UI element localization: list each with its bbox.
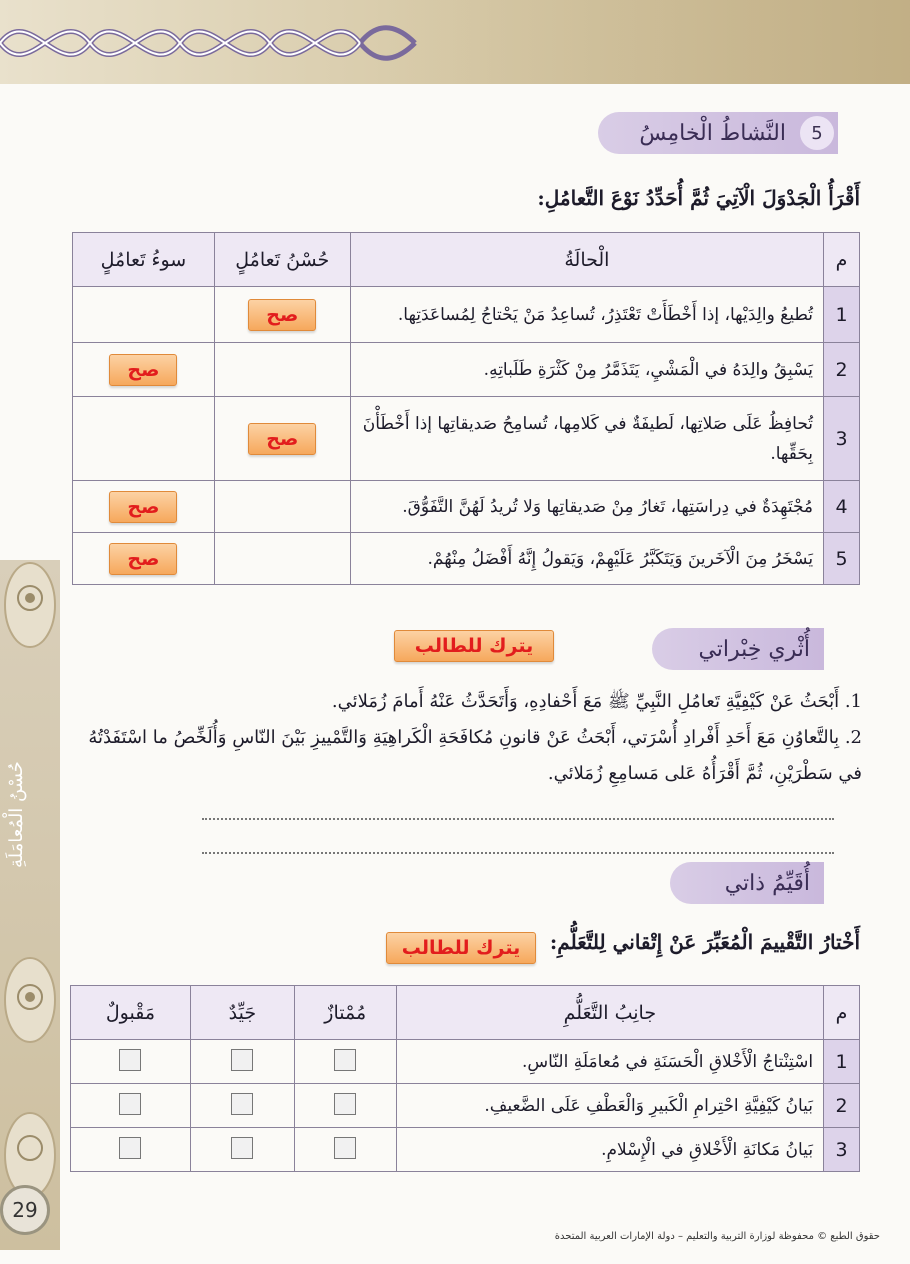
self-assess-title-pill <box>670 862 824 904</box>
checkbox-good[interactable] <box>231 1049 253 1071</box>
header-index: م <box>824 233 860 287</box>
header-acceptable: مَقْبولٌ <box>71 986 191 1040</box>
answer-badge: صح <box>248 423 316 455</box>
header-excellent: مُمْتازٌ <box>294 986 396 1040</box>
header-good: حُسْنُ تَعامُلٍ <box>214 233 350 287</box>
student-note-badge: يترك للطالب <box>394 630 554 662</box>
table-row: 1 اسْتِنْتاجُ الْأَخْلاقِ الْحَسَنَةِ في مُعامَلَةِ النّاسِ. <box>71 1040 860 1084</box>
table-row: 5 يَسْخَرُ مِنَ الْآخَرينَ وَيَتَكَبَّرُ عَلَيْهِمْ، وَيَقولُ إِنَّهُ أَفْضَلُ مِنْهُمْ. صح <box>73 533 860 585</box>
bad-cell <box>73 287 215 343</box>
good-cell <box>214 287 350 343</box>
medallion-top-icon <box>3 560 57 650</box>
answer-badge: صح <box>248 299 316 331</box>
checkbox-acceptable[interactable] <box>119 1137 141 1159</box>
checkbox-excellent[interactable] <box>334 1093 356 1115</box>
bad-cell <box>73 533 215 585</box>
aspect-text: اسْتِنْتاجُ الْأَخْلاقِ الْحَسَنَةِ في مُعامَلَةِ النّاسِ. <box>396 1040 823 1084</box>
activity-title-pill <box>598 112 838 154</box>
header-good: جَيِّدٌ <box>190 986 294 1040</box>
unit-title: حُسْنُ الْمُعامَلَةِ <box>6 761 27 869</box>
bad-cell <box>73 481 215 533</box>
copyright-footer: حقوق الطبع © محفوظة لوزارة التربية والتعليم – دولة الإمارات العربية المتحدة <box>554 1231 880 1242</box>
enrich-title: أُثْري خِبْراتي <box>698 636 810 662</box>
page-number: 29 <box>0 1185 50 1235</box>
answer-line[interactable] <box>202 852 834 854</box>
activity-title: النَّشاطُ الْخامِسُ <box>639 120 786 146</box>
situation-text: يَسْبِقُ والِدَهُ في الْمَشْيِ، يَتَذَمَّرُ مِنْ كَثْرَةِ طَلَباتِهِ. <box>350 343 823 397</box>
header-shade <box>380 0 910 84</box>
answer-line[interactable] <box>202 818 834 820</box>
enrich-title-pill <box>652 628 824 670</box>
header-index: م <box>824 986 860 1040</box>
header-aspect: جانِبُ التَّعَلُّمِ <box>396 986 823 1040</box>
checkbox-good[interactable] <box>231 1137 253 1159</box>
situation-text: تُطيعُ والِدَيْها، إذا أَخْطَأَتْ تَعْتَذِرُ، تُساعِدُ مَنْ يَحْتاجُ لِمُساعَدَتِها. <box>350 287 823 343</box>
aspect-text: بَيانُ مَكانَةِ الْأَخْلاقِ في الْإِسْلامِ. <box>396 1128 823 1172</box>
situation-text: يَسْخَرُ مِنَ الْآخَرينَ وَيَتَكَبَّرُ عَلَيْهِمْ، وَيَقولُ إِنَّهُ أَفْضَلُ مِنْهُمْ. <box>350 533 823 585</box>
table-row: 3 بَيانُ مَكانَةِ الْأَخْلاقِ في الْإِسْلامِ. <box>71 1128 860 1172</box>
checkbox-excellent[interactable] <box>334 1137 356 1159</box>
bad-cell <box>73 343 215 397</box>
good-cell <box>214 397 350 481</box>
self-assess-title: أُقَيِّمُ ذاتي <box>724 870 810 896</box>
table-row: 4 مُجْتَهِدَةٌ في دِراسَتِها، تَغارُ مِنْ صَديقاتِها وَلا تُريدُ لَهُنَّ التَّفَوُّقَ. صح <box>73 481 860 533</box>
good-cell <box>214 343 350 397</box>
aspect-text: بَيانُ كَيْفِيَّةِ احْتِرامِ الْكَبيرِ وَالْعَطْفِ عَلَى الضَّعيفِ. <box>396 1084 823 1128</box>
answer-badge: صح <box>109 543 177 575</box>
situation-text: تُحافِظُ عَلَى صَلاتِها، لَطيفَةٌ في كَلامِها، تُسامِحُ صَديقاتِها إذا أَخْطَأْنَ بِحَقِّها. <box>350 397 823 481</box>
activity-instruction: أَقْرَأُ الْجَدْوَلَ الْآتِيَ ثُمَّ أُحَدِّدُ نَوْعَ التَّعامُلِ: <box>537 186 860 210</box>
activity-table <box>72 232 860 585</box>
enrich-item-2: 2. بِالتَّعاوُنِ مَعَ أَحَدِ أَفْرادِ أُسْرَتي، أَبْحَثُ عَنْ قانونِ مُكافَحَةِ الْكَراهِيَةِ وَالتَّمْييزِ بَيْنَ النّاسِ وَأُلَخِّصُ ما اسْتَفَدْتُهُ في سَطْرَيْنِ، ثُمَّ أَقْرَأُهُ عَلى مَسامِعِ زُمَلائي. <box>88 727 862 784</box>
medallion-middle-icon <box>3 955 57 1045</box>
checkbox-acceptable[interactable] <box>119 1049 141 1071</box>
student-note-badge: يترك للطالب <box>386 932 536 964</box>
checkbox-good[interactable] <box>231 1093 253 1115</box>
situation-text: مُجْتَهِدَةٌ في دِراسَتِها، تَغارُ مِنْ صَديقاتِها وَلا تُريدُ لَهُنَّ التَّفَوُّقَ. <box>350 481 823 533</box>
checkbox-acceptable[interactable] <box>119 1093 141 1115</box>
self-assess-instruction: أَخْتارُ التَّقْييمَ الْمُعَبِّرَ عَنْ إِتْقاني لِلتَّعَلُّمِ: <box>549 930 860 954</box>
activity-number: 5 <box>800 116 834 150</box>
enrich-item-1: 1. أَبْحَثُ عَنْ كَيْفِيَّةِ تَعامُلِ النَّبِيِّ ﷺ مَعَ أَحْفادِهِ، وَأَتَحَدَّثُ عَنْهُ أَمامَ زُمَلائي. <box>331 691 862 712</box>
table-row: 2 بَيانُ كَيْفِيَّةِ احْتِرامِ الْكَبيرِ وَالْعَطْفِ عَلَى الضَّعيفِ. <box>71 1084 860 1128</box>
good-cell <box>214 481 350 533</box>
table-row: 3 تُحافِظُ عَلَى صَلاتِها، لَطيفَةٌ في كَلامِها، تُسامِحُ صَديقاتِها إذا أَخْطَأْنَ بِحَقِّها. صح <box>73 397 860 481</box>
table-row: 2 يَسْبِقُ والِدَهُ في الْمَشْيِ، يَتَذَمَّرُ مِنْ كَثْرَةِ طَلَباتِهِ. صح <box>73 343 860 397</box>
bad-cell <box>73 397 215 481</box>
good-cell <box>214 533 350 585</box>
self-assess-table <box>70 985 860 1172</box>
header-situation: الْحالَةُ <box>350 233 823 287</box>
table-row: 1 تُطيعُ والِدَيْها، إذا أَخْطَأَتْ تَعْتَذِرُ، تُساعِدُ مَنْ يَحْتاجُ لِمُساعَدَتِها. صح <box>73 287 860 343</box>
checkbox-excellent[interactable] <box>334 1049 356 1071</box>
braid-ornament-icon <box>0 8 420 78</box>
answer-badge: صح <box>109 491 177 523</box>
header-bad: سوءُ تَعامُلٍ <box>73 233 215 287</box>
answer-badge: صح <box>109 354 177 386</box>
